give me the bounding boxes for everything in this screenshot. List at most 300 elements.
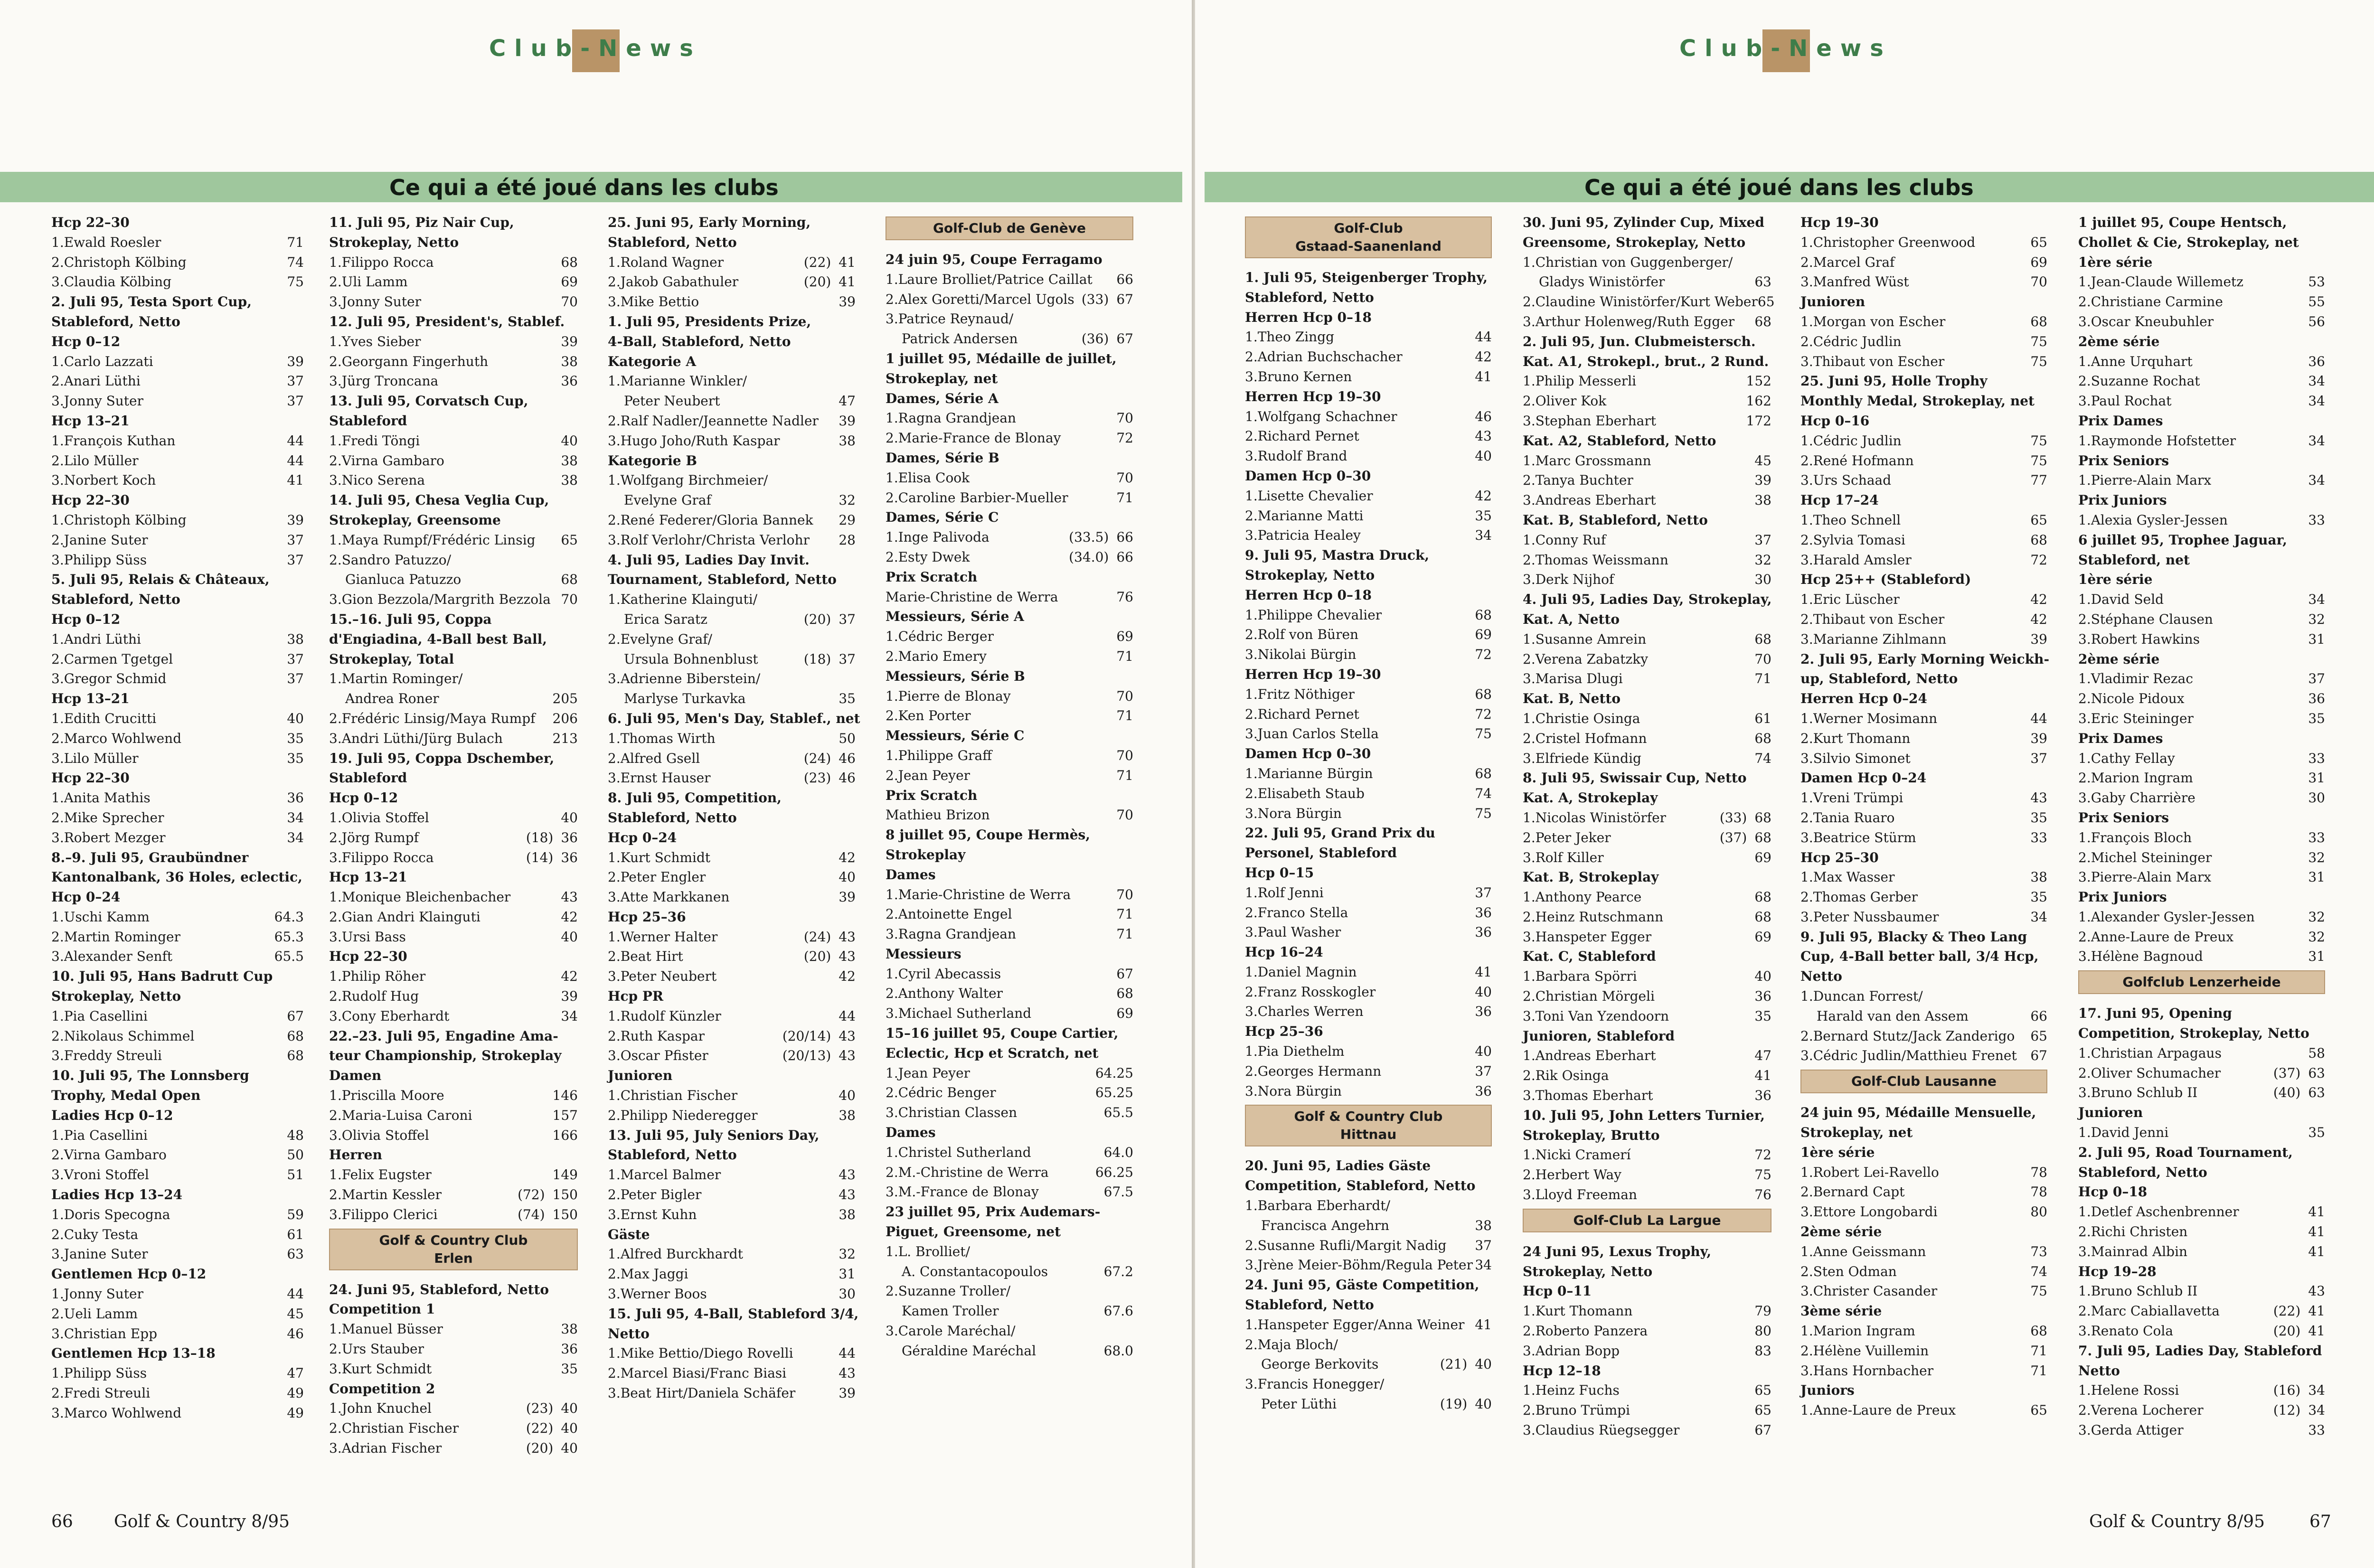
player-name: 3.Jrène Meier-Böhm/Regula Peter — [1245, 1257, 1473, 1273]
score-group — [518, 1205, 578, 1225]
result-line — [886, 527, 1133, 547]
score-value: 34 — [2308, 432, 2325, 449]
score-group — [2308, 689, 2325, 709]
score-value: 40 — [1475, 984, 1492, 1000]
heading-text: Stableford, Netto — [1245, 289, 1374, 305]
player-name: Peter Neubert — [624, 393, 720, 409]
event-heading — [886, 1222, 1133, 1242]
event-heading — [1800, 1143, 2047, 1163]
player-name: 1.Nicki Cramerí — [1523, 1147, 1631, 1163]
score-group — [1082, 290, 1133, 310]
score-group — [287, 1145, 304, 1165]
result-line — [1523, 451, 1771, 471]
player-name: 3.Christian Classen — [886, 1105, 1017, 1121]
result-line — [1800, 828, 2047, 848]
score-group — [553, 1086, 578, 1106]
event-heading — [51, 1185, 304, 1205]
score-value: 66 — [2030, 1008, 2047, 1024]
result-line — [608, 729, 856, 749]
heading-text: 9. Juli 95, Mastra Druck, — [1245, 547, 1430, 563]
result-line — [1245, 1216, 1492, 1236]
score-value: 33 — [2308, 512, 2325, 528]
result-line — [886, 686, 1133, 706]
event-heading — [608, 808, 856, 828]
score-group — [1116, 428, 1133, 448]
result-line — [51, 649, 304, 669]
player-name: 1.Katherine Klainguti/ — [608, 592, 758, 608]
score-value: 39 — [838, 294, 856, 310]
player-name: 3.Hélène Bagnoud — [2078, 948, 2203, 965]
player-name: 1.François Bloch — [2078, 829, 2192, 845]
score-group — [1475, 922, 1492, 942]
player-name: Géraldine Maréchal — [902, 1343, 1036, 1359]
event-heading — [1523, 590, 1771, 610]
player-name: 3.Silvio Simonet — [1800, 750, 1911, 766]
heading-text: 1 juillet 95, Médaille de juillet, — [886, 350, 1117, 366]
score-value: 38 — [1475, 1217, 1492, 1233]
club-name-box — [886, 216, 1133, 240]
result-line — [886, 1341, 1133, 1361]
result-line — [886, 647, 1133, 667]
player-name: 1.Marianne Winkler/ — [608, 373, 747, 389]
result-line — [1245, 1255, 1492, 1275]
player-name: 2.Christoph Kölbing — [51, 254, 187, 270]
heading-text: Netto — [2078, 1362, 2120, 1379]
result-line — [329, 570, 578, 590]
score-group — [1475, 1315, 1492, 1335]
score-value: 67 — [2030, 1048, 2047, 1064]
heading-text: Hcp 0–12 — [51, 611, 121, 627]
heading-text: Greensome, Strokeplay, Netto — [1523, 234, 1746, 250]
event-heading — [608, 550, 856, 570]
result-line — [1800, 1400, 2047, 1420]
score-group — [1746, 391, 1771, 411]
player-name: 3.Jonny Suter — [51, 393, 144, 409]
player-name: 1.Martin Rominger/ — [329, 671, 463, 687]
heading-text: 3ème série — [1800, 1303, 1882, 1319]
heading-text: Stableford, Netto — [608, 809, 737, 826]
result-line — [51, 1126, 304, 1145]
score-value: 75 — [1754, 1167, 1771, 1183]
result-line — [1245, 724, 1492, 744]
event-heading — [329, 788, 578, 808]
result-line — [1245, 446, 1492, 466]
score-group — [2030, 709, 2047, 729]
event-heading — [1800, 1123, 2047, 1143]
result-line — [608, 1026, 856, 1046]
score-group — [2308, 927, 2325, 947]
score-group — [287, 649, 304, 669]
score-group — [2030, 352, 2047, 372]
player-name: Mathieu Brizon — [886, 807, 990, 823]
result-line — [1245, 347, 1492, 367]
heading-text: Strokeplay, Brutto — [1523, 1127, 1660, 1143]
result-line — [1800, 1341, 2047, 1361]
player-name: 2.Tanya Buchter — [1523, 472, 1633, 488]
player-name: 2.Rudolf Hug — [329, 988, 419, 1005]
score-group — [2308, 312, 2325, 332]
player-name: 2.Alex Goretti/Marcel Ugols — [886, 291, 1074, 307]
score-group — [838, 1363, 856, 1383]
player-name: 3.Elfriede Kündig — [1523, 750, 1641, 766]
event-heading — [2078, 233, 2325, 253]
event-heading — [1523, 1281, 1771, 1301]
score-group — [2030, 1046, 2047, 1066]
score-value: 59 — [287, 1206, 304, 1222]
event-heading — [1800, 848, 2047, 868]
heading-text: Hcp 22–30 — [51, 770, 130, 786]
result-line — [608, 292, 856, 312]
score-value: 33 — [2308, 829, 2325, 845]
result-line — [329, 590, 578, 610]
score-value: 38 — [838, 432, 856, 449]
heading-text: Piguet, Greensome, net — [886, 1224, 1061, 1240]
score-group — [838, 1343, 856, 1363]
player-name: 2.M.-Christine de Werra — [886, 1164, 1049, 1180]
score-group — [1475, 764, 1492, 784]
result-line — [886, 428, 1133, 448]
score-value: 67 — [1116, 966, 1133, 982]
result-line — [51, 808, 304, 828]
score-group — [838, 689, 856, 709]
score-group — [804, 253, 856, 272]
heading-text: Prix Scratch — [886, 787, 978, 803]
score-group — [2030, 1202, 2047, 1222]
tiebreak-value: (24) — [803, 929, 831, 945]
player-name: 2.Esty Dwek — [886, 549, 970, 565]
player-name: 2.Verena Locherer — [2078, 1402, 2204, 1418]
heading-text: 2. Juli 95, Jun. Clubmeistersch. — [1523, 333, 1756, 349]
score-group — [561, 1319, 578, 1339]
player-name: 1.Marianne Bürgin — [1245, 765, 1373, 781]
score-group — [804, 272, 856, 292]
score-group — [804, 649, 856, 669]
section-kicker — [489, 25, 702, 72]
event-heading — [2078, 411, 2325, 431]
score-value: 71 — [1116, 906, 1133, 922]
score-group — [2308, 431, 2325, 451]
score-value: 67.6 — [1103, 1303, 1133, 1319]
score-group — [838, 292, 856, 312]
heading-text: Hcp 0–11 — [1523, 1283, 1592, 1299]
result-line — [329, 1106, 578, 1126]
event-heading — [1800, 1222, 2047, 1242]
score-group — [2030, 629, 2047, 649]
result-line — [329, 1438, 578, 1458]
result-line — [2078, 689, 2325, 709]
score-group — [1746, 371, 1771, 391]
score-value: 68 — [1475, 607, 1492, 623]
event-heading — [329, 233, 578, 253]
score-group — [2308, 867, 2325, 887]
result-line — [1245, 1315, 1492, 1335]
player-name: 3.Cédric Judlin/Matthieu Frenet — [1800, 1048, 2017, 1064]
heading-text: 8. Juli 95, Swissair Cup, Netto — [1523, 770, 1747, 786]
player-name: 2.Frédéric Linsig/Maya Rumpf — [329, 710, 536, 726]
score-group — [1475, 784, 1492, 804]
player-name: 1.Philipp Süss — [51, 1365, 147, 1381]
event-heading — [1245, 843, 1492, 863]
event-heading — [329, 391, 578, 411]
score-value: 157 — [552, 1107, 578, 1123]
player-name: 2.Oliver Schumacher — [2078, 1065, 2221, 1081]
result-line — [329, 689, 578, 709]
event-heading — [2078, 887, 2325, 907]
event-heading — [1523, 788, 1771, 808]
score-value: 64.0 — [1103, 1144, 1133, 1160]
score-value: 69 — [1754, 849, 1771, 865]
score-value: 43 — [838, 1167, 856, 1183]
result-line — [329, 1418, 578, 1438]
player-name: 1.Barbara Eberhardt/ — [1245, 1198, 1391, 1214]
player-name: 1.Max Wasser — [1800, 869, 1895, 885]
score-value: 41 — [838, 254, 856, 270]
score-group — [2030, 1006, 2047, 1026]
score-value: 68 — [287, 1028, 304, 1044]
heading-text: Messieurs, Série A — [886, 609, 1024, 625]
score-value: 32 — [838, 492, 856, 508]
player-name: 1.Thomas Wirth — [608, 730, 716, 746]
score-value: 68 — [1754, 889, 1771, 905]
score-value: 30 — [838, 1286, 856, 1302]
player-name: 1.Theo Schnell — [1800, 512, 1901, 528]
score-group — [561, 1359, 578, 1379]
score-value: 146 — [552, 1088, 578, 1104]
score-group — [1116, 984, 1133, 1004]
heading-text: Strokeplay, Netto — [51, 988, 181, 1005]
score-group — [2273, 1063, 2325, 1083]
score-value: 43 — [838, 1048, 856, 1064]
player-name: 2.Sandro Patuzzo/ — [329, 552, 452, 568]
score-group — [2030, 1182, 2047, 1202]
result-line — [1800, 986, 2047, 1006]
score-group — [553, 729, 578, 749]
score-value: 41 — [838, 274, 856, 290]
score-group — [1095, 1063, 1133, 1083]
heading-text: Juniors — [1800, 1382, 1855, 1399]
result-line — [1245, 982, 1492, 1002]
player-name: Gladys Winistörfer — [1539, 274, 1665, 290]
score-value: 65 — [2030, 1028, 2047, 1044]
event-heading — [329, 213, 578, 233]
section-title-band — [1205, 172, 2374, 202]
score-value: 67.2 — [1103, 1263, 1133, 1279]
score-group — [1754, 986, 1771, 1006]
result-line — [329, 451, 578, 471]
heading-text: Herren Hcp 0–18 — [1245, 309, 1372, 325]
player-name: 3.Werner Boos — [608, 1286, 707, 1302]
score-group — [804, 610, 856, 629]
score-group — [287, 451, 304, 471]
event-heading — [1523, 610, 1771, 629]
player-name: 2.Nikolaus Schimmel — [51, 1028, 195, 1044]
score-group — [2030, 1400, 2047, 1420]
result-line — [51, 550, 304, 570]
player-name: 1.Cédric Berger — [886, 629, 994, 645]
heading-text: 2ème série — [1800, 1224, 1882, 1240]
player-name: Evelyne Graf — [624, 492, 711, 508]
score-group — [1116, 885, 1133, 905]
event-heading — [886, 944, 1133, 964]
event-heading — [329, 947, 578, 967]
heading-text: Hcp 17–24 — [1800, 492, 1879, 508]
player-name: 1.Raymonde Hofstetter — [2078, 432, 2236, 449]
score-value: 36 — [2308, 353, 2325, 369]
event-heading — [2078, 1023, 2325, 1043]
player-name: 1.Maya Rumpf/Frédéric Linsig — [329, 532, 536, 548]
score-value: 35 — [1754, 1008, 1771, 1024]
tiebreak-value: (34.0) — [1069, 549, 1109, 565]
player-name: 3.Marisa Dlugi — [1523, 671, 1623, 687]
result-line — [329, 907, 578, 927]
player-name: 3.Stephan Eberhart — [1523, 413, 1656, 429]
player-name: 1.Priscilla Moore — [329, 1088, 444, 1104]
player-name: 3.Michael Sutherland — [886, 1005, 1032, 1022]
score-group — [2030, 610, 2047, 629]
heading-text: 10. Juli 95, The Lonnsberg — [51, 1068, 249, 1084]
event-heading — [1245, 665, 1492, 685]
score-value: 44 — [838, 1008, 856, 1024]
player-name: 3.Olivia Stoffel — [329, 1127, 429, 1143]
score-value: 40 — [1475, 1043, 1492, 1060]
score-group — [526, 1399, 578, 1418]
score-value: 70 — [1116, 886, 1133, 902]
player-name: 3.Beat Hirt/Daniela Schäfer — [608, 1385, 796, 1401]
score-group — [838, 1165, 856, 1185]
score-value: 45 — [1754, 452, 1771, 469]
event-heading — [329, 1046, 578, 1066]
player-name: 3.Norbert Koch — [51, 472, 156, 488]
score-group — [1104, 1143, 1133, 1163]
score-group — [561, 530, 578, 550]
result-line — [886, 885, 1133, 905]
result-line — [1800, 629, 2047, 649]
result-line — [1523, 887, 1771, 907]
player-name: 1.Christel Sutherland — [886, 1144, 1031, 1160]
result-line — [886, 488, 1133, 508]
result-line — [51, 947, 304, 967]
score-value: 38 — [561, 1321, 578, 1337]
score-value: 32 — [2308, 909, 2325, 925]
result-line — [329, 550, 578, 570]
player-name: 2.Marcel Graf — [1800, 254, 1895, 270]
club-name-line: Gstaad-Saanenland — [1295, 238, 1441, 254]
player-name: 2.Caroline Barbier-Mueller — [886, 489, 1068, 506]
event-heading — [329, 1299, 578, 1319]
results-column — [886, 213, 1133, 1361]
player-name: 2.Fredi Streuli — [51, 1385, 151, 1401]
score-value: 46 — [1475, 408, 1492, 424]
score-value: 46 — [838, 750, 856, 766]
event-heading — [1523, 213, 1771, 233]
score-value: 64.25 — [1095, 1065, 1133, 1081]
result-line — [1245, 506, 1492, 526]
result-line — [1800, 590, 2047, 610]
result-line — [51, 669, 304, 689]
heading-text: Strokeplay, Netto — [1523, 1263, 1653, 1279]
club-name-line: Golf & Country Club — [379, 1232, 528, 1248]
score-value: 68 — [1754, 829, 1771, 845]
result-line — [1523, 907, 1771, 927]
event-heading — [51, 1106, 304, 1126]
score-value: 70 — [1116, 469, 1133, 486]
player-name: 1.Anita Mathis — [51, 790, 151, 806]
event-heading — [608, 709, 860, 729]
score-group — [2030, 590, 2047, 610]
score-value: 44 — [287, 432, 304, 449]
score-group — [1116, 1004, 1133, 1023]
score-group — [1754, 570, 1771, 590]
result-line — [51, 1026, 304, 1046]
result-line — [2078, 470, 2325, 490]
result-line — [886, 290, 1133, 310]
score-group — [1104, 1182, 1133, 1202]
player-name: 1.David Jenni — [2078, 1125, 2169, 1141]
heading-text: Gäste — [608, 1226, 650, 1242]
score-value: 69 — [1754, 929, 1771, 945]
score-group — [2308, 848, 2325, 868]
event-heading — [1523, 510, 1771, 530]
event-heading — [2078, 253, 2325, 272]
heading-text: Stableford — [329, 413, 407, 429]
heading-text: Kat. B, Netto — [1523, 691, 1621, 707]
score-group — [1475, 526, 1492, 545]
score-value: 66.25 — [1095, 1164, 1133, 1180]
player-name: 1.Laure Brolliet/Patrice Caillat — [886, 271, 1093, 287]
result-line — [329, 292, 578, 312]
heading-text: Netto — [608, 1325, 650, 1342]
result-line — [51, 1363, 304, 1383]
heading-text: Kategorie B — [608, 452, 697, 469]
score-group — [1475, 1081, 1492, 1101]
result-line — [608, 431, 856, 451]
score-group — [2030, 272, 2047, 292]
player-name: 1.Bruno Schlub II — [2078, 1283, 2198, 1299]
player-name: 2.Bernard Capt — [1800, 1184, 1905, 1200]
score-group — [287, 1026, 304, 1046]
player-name: 3.Derk Nijhof — [1523, 572, 1614, 588]
score-value: 67 — [287, 1008, 304, 1024]
player-name: 1.Eric Lüscher — [1800, 592, 1900, 608]
score-value: 50 — [287, 1147, 304, 1163]
score-value: 36 — [1475, 1004, 1492, 1020]
score-group — [287, 808, 304, 828]
result-line — [51, 1165, 304, 1185]
score-group — [553, 1165, 578, 1185]
player-name: 1.Pierre-Alain Marx — [2078, 472, 2212, 488]
heading-text: 4-Ball, Stableford, Netto — [608, 333, 791, 349]
score-group — [2273, 1380, 2325, 1400]
result-line — [51, 907, 304, 927]
club-name-box — [1245, 216, 1492, 258]
result-line — [1800, 510, 2047, 530]
result-line — [1245, 685, 1492, 704]
result-line — [1800, 1026, 2047, 1046]
player-name: 3.Hans Hornbacher — [1800, 1362, 1934, 1379]
result-line — [1245, 645, 1492, 665]
kicker-text: Club-News — [489, 35, 702, 62]
score-group — [1754, 272, 1771, 292]
tiebreak-value: (33.5) — [1069, 529, 1109, 545]
score-group — [561, 272, 578, 292]
event-heading — [1800, 411, 2047, 431]
event-heading — [1245, 863, 1492, 883]
event-heading — [608, 213, 856, 233]
score-group — [287, 233, 304, 253]
event-heading — [1800, 490, 2047, 510]
player-name: 2.Peter Engler — [608, 869, 706, 885]
score-group — [1720, 808, 1771, 828]
